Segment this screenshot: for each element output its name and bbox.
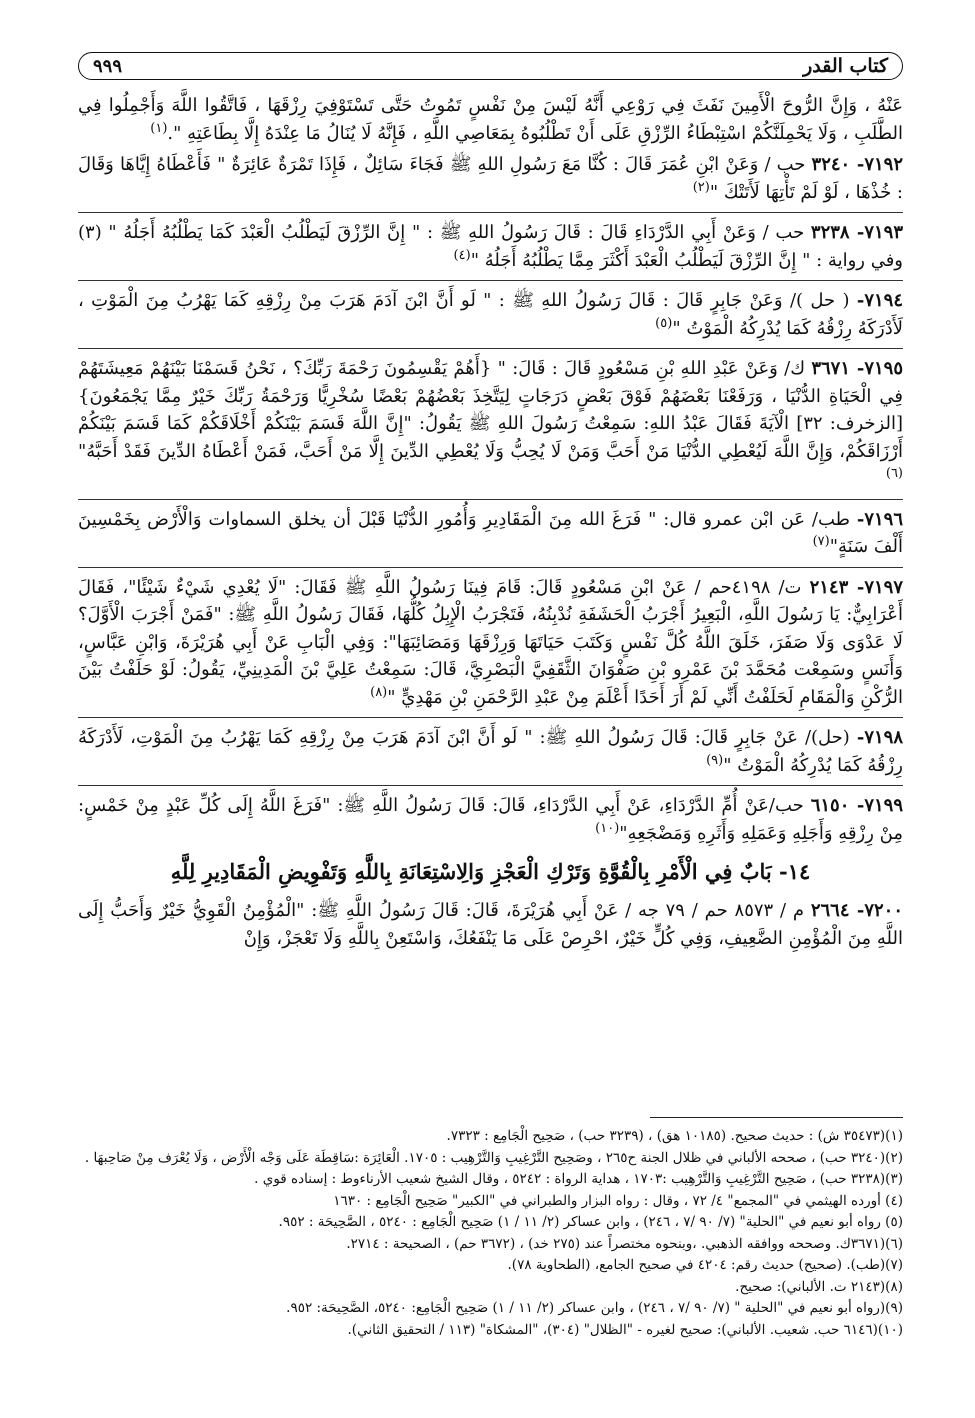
hadith-text: حب/عَنْ أُمِّ الدَّرْدَاءِ، عَنْ أَبِي الدَّرْدَاءِ، قَالَ: قَالَ رَسُولُ اللَّهِ ﷺ: "فَرَغَ اللَّهُ إِلَى كُلِّ عَبْدٍ مِنْ خَمْسٍ: مِنْ رِزْقِهِ وَأَجَلِهِ وَعَمَلِهِ وَأَثَرِهِ وَمَضْجَعِهِ" [78, 795, 903, 844]
page-header [78, 52, 903, 80]
footnote: (٧)(طب). (صحيح) حديث رقم: ٤٢٠٤ في صحيح الجامع، (الطحاوية ٧٨). [507, 1257, 903, 1273]
main-text [78, 92, 903, 956]
footnote: (٩)(رواه أبو نعيم في "الحلية " (٧/ ٩٠ /٧ ، ٢٤٦) ، وابن عساكر (٢/ ١١ / ١) صَحِيح الْجَامِع: ٥٢٤٠، الصَّحِيحَة: ٩٥٢. [286, 1300, 903, 1316]
footnote-ref[interactable]: (٨) [370, 684, 388, 700]
hadith-text: م / ٨٥٧٣ حم / ٧٩ جه / عَنْ أَبِي هُرَيْرَةَ، قَالَ: قَالَ رَسُولُ اللَّهِ ﷺ: "الْمُؤْمِنُ الْقَوِيُّ خَيْرٌ وَأَحَبُّ إِلَى اللَّهِ مِنَ الْمُؤْمِنِ الضَّعِيفِ، وَفِي كُلٍّ خَيْرٌ، احْرِصْ عَلَى مَا يَنْفَعُكَ، وَاسْتَعِنْ بِاللَّهِ وَلَا تَعْجَزْ، وَإِنْ [78, 900, 903, 949]
hadith-paragraph [78, 792, 903, 847]
hadith-number: ٧١٩٧- ٢١٤٣ [809, 576, 903, 598]
hadith-number: ٧١٩٢- ٣٢٤٠ [811, 154, 903, 175]
footnote: (١٠)(٦١٤٦ حب. شعيب. الألباني): صحيح لغيره - "الظلال" (٣٠٤)، "المشكاة" (١١٣ / التحقيق الثاني). [347, 1321, 903, 1338]
hadith-paragraph [78, 219, 903, 274]
footnotes [78, 1126, 903, 1341]
hadith-text: ت/ ٤١٩٨حم / عَنْ ابْنِ مَسْعُودٍ قَالَ: قَامَ فِينَا رَسُولُ اللَّهِ ﷺ فَقَالَ: "لَا يُعْدِي شَيْءٌ شَيْئًا"، فَقَالَ أَعْرَابِيٌّ: يَا رَسُولَ اللَّهِ، الْبَعِيرُ أَجْرَبُ الْحَشَفَةِ نُدْبِنُهُ، فَتَجْرَبُ الْإِبِلُ كُلُّهَا، فَقَالَ رَسُولُ اللَّهِ ﷺ: "فَمَنْ أَجْرَبَ الْأَوَّلَ؟ لَا عَدْوَى وَلَا صَفَرَ، خَلَقَ اللَّهُ كُلَّ نَفْسٍ وَكَتَبَ حَيَاتَهَا وَرِزْقَهَا وَمَصَائِبَهَا": وَفِي الْبَابِ عَنْ أَبِي هُرَيْرَةَ، وَابْنِ عَبَّاسٍ، وَأَنَسٍ وسَمِعْت مُحَمَّدَ بْنَ عَمْرِو بْنِ صَفْوَانَ الثَّقَفِيَّ الْبَصْرِيَّ، قَالَ: سَمِعْتُ عَلِيَّ بْنَ الْمَدِينِيِّ، يَقُولُ: لَوْ حَلَفْتُ بَيْنَ الرُّكْنِ وَالْمَقَامِ لَحَلَفْتُ أَنِّي لَمْ أَرَ أَحَدًا أَعْلَمَ مِنْ عَبْدِ الرَّحْمَنِ بْنِ مَهْدِيٍّ " [78, 576, 903, 708]
divider [78, 212, 903, 213]
footnote-separator [650, 1117, 903, 1118]
divider [78, 499, 903, 500]
hadith-number: ٧١٩٨- [856, 727, 903, 748]
hadith-number: ٧١٩٣- ٣٢٣٨ [810, 222, 903, 243]
hadith-text: (حل)/ عَنْ جَابِرٍ قَالَ: قَالَ رَسُولُ اللهِ ﷺ: " لَو أَنَّ ابْنَ آدَمَ هَرَبَ مِنْ رِزْقِهِ كَمَا يَهْرُبُ مِنَ الْمَوْتِ، لَأَدْرَكَهُ رِزْقُهُ كَمَا يُدْرِكُهُ الْمَوْتُ " [78, 727, 903, 776]
hadith-number: ٧٢٠٠- ٢٦٦٤ [810, 900, 903, 921]
footnote-ref[interactable]: (٥) [655, 315, 673, 331]
hadith-number: ٧١٩٤- [856, 290, 903, 311]
hadith-paragraph [78, 897, 903, 952]
footnote-ref[interactable]: (٦) [885, 466, 903, 481]
hadith-paragraph [78, 355, 903, 493]
footnote-ref[interactable]: (١) [150, 120, 168, 136]
footnote: (٢)(٣٢٤٠ حب) ، صححه الألباني في ظلال الجنة ح٢٦٥ ، وصَحِيح التَّرْغِيبِ وَالتَّرْهِيب : ١٧٠٥. الْعَائِرَة :سَاقِطَة عَلَى وَجْه الْأَرْض ، وَلَا يُعْرَف مِنْ صَاحِبهَا . [84, 1149, 903, 1166]
hadith-paragraph [78, 287, 903, 342]
footnote-ref[interactable]: (٩) [706, 752, 724, 768]
footnote-ref[interactable]: (٢) [692, 179, 710, 195]
footnote: (٣)(٣٢٣٨ حب) ، صَحِيح التَّرْغِيبِ وَالتَّرْهِيب :١٧٠٣ ، هداية الرواة : ٥٢٤٢ ، وقال الشيخ شعيب الأرناءوط : إسناده قوي . [254, 1171, 903, 1187]
footnote-ref[interactable]: (١٠) [595, 820, 620, 836]
hadith-paragraph [78, 724, 903, 779]
page-number: ٩٩٩ [93, 55, 123, 77]
hadith-text: حب / وَعَنْ أَبِي الدَّرْدَاءِ قَالَ : قَالَ رَسُولُ اللهِ ﷺ : " إِنَّ الرِّزْقَ لَيَطْلُبُ الْعَبْدَ كَمَا يَطْلُبُهُ أَجَلُهُ " (٣) وفي رواية : " إِنَّ الرِّزْقَ لَيَطْلُبُ الْعَبْدَ أَكْثَرَ مِمَّا يَطْلُبُهُ أَجَلُهُ " [78, 222, 903, 271]
hadith-text: عَنْهُ ، وَإِنَّ الرُّوحَ الْأَمِينَ نَفَثَ فِي رَوْعِي أَنَّهُ لَيْسَ مِنْ نَفْسٍ تَمُوتُ حَتَّى تَسْتَوْفِيَ رِزْقَهَا ، فَاتَّقُوا اللَّهَ وَأَجْمِلُوا فِي الطَّلَبِ ، وَلَا يَحْمِلَنَّكُمْ اسْتِبْطَاءُ الرِّزْقِ عَلَى أَنْ تَطْلُبُوهُ بِمَعَاصِي اللَّهِ ، فَإِنَّهُ لَا يُنَالُ مَا عِنْدَهُ إِلَّا بِطَاعَتِهِ ". [78, 95, 903, 144]
hadith-paragraph [78, 151, 903, 206]
hadith-text: ك/ وَعَنْ عَبْدِ اللهِ بْنِ مَسْعُودٍ قَالَ : قَالَ: " {أَهُمْ يَقْسِمُونَ رَحْمَةَ رَبِّكَ؟ ، نَحْنُ قَسَمْنَا بَيْنَهُمْ مَعِيشَتَهُمْ فِي الْحَيَاةِ الدُّنْيَا ، وَرَفَعْنَا بَعْضَهُمْ فَوْقَ بَعْضٍ دَرَجَاتٍ لِيَتَّخِذَ بَعْضُهُمْ بَعْضًا سُخْرِيًّا وَرَحْمَةُ رَبِّكَ خَيْرٌ مِمَّا يَجْمَعُونَ} [الزخرف: ٣٢] الْآيَةَ فَقَالَ عَبْدُ اللهِ: سَمِعْتُ رَسُولَ اللهِ ﷺ يَقُولُ: "إِنَّ اللَّهَ قَسَمَ بَيْنَكُمْ أَخْلَاقَكُمْ كَمَا قَسَمَ بَيْنَكُمْ أَرْزَاقَكُمْ، وَإِنَّ اللَّهَ لَيُعْطِي الدُّنْيَا مَنْ أَحَبَّ وَمَنْ لَا يُحِبُّ وَلَا يُعْطِي الدِّينَ إِلَّا مَنْ أَحَبَّ، فَمَنْ أَعْطَاهُ الدِّينَ فَقَدْ أَحَبَّهُ" [78, 358, 903, 462]
hadith-paragraph [78, 506, 903, 561]
footnote-ref[interactable]: (٧) [812, 534, 830, 549]
divider [78, 567, 903, 568]
hadith-text: حب / وَعَنْ ابْنِ عُمَرَ قَالَ : كُنَّا مَعَ رَسُولِ اللهِ ﷺ فَجَاءَ سَائِلٌ ، فَإِذَا تَمْرَةٌ عَائِرَةٌ " فَأَعْطَاهُ إِيَّاهَا وَقَالَ : خُذْهَا ، لَوْ لَمْ تَأْتِهَا لَأَتَتْكَ " [78, 154, 903, 203]
hadith-text: طب/ عَن ابْن عمرو قال: " فَرَغَ الله مِنَ الْمَقَادِيرِ وَأُمُورِ الدُّنْيَا قَبْلَ أن يخلق السماوات وَالْأَرْض بِخَمْسِينَ أَلْفَ سَنَةٍ" [78, 508, 903, 557]
hadith-paragraph [78, 92, 903, 147]
book-title: كتاب القدر [803, 55, 888, 77]
divider [78, 280, 903, 281]
hadith-number: ٧١٩٥- ٣٦٧١ [811, 358, 903, 379]
hadith-number: ٧١٩٩- ٦١٥٠ [810, 795, 903, 816]
footnote: (٨)(٢١٤٣ ت. الألباني): صحيح. [735, 1278, 903, 1295]
divider [78, 785, 903, 786]
footnote: (٤) أورده الهيثمي في "المجمع" ٤/ ٧٢ ، وقال : رواه البزار والطبراني في "الكبير" صَحِيح الْجَامِع : ١٦٣٠ [333, 1192, 903, 1209]
divider [78, 717, 903, 718]
footnote: (١)(٣٥٤٧٣ ش) : حديث صحيح. (١٠١٨٥ هق) ، (٣٢٣٩ حب) ، صَحِيح الْجَامِع : ٧٣٢٣. [446, 1128, 903, 1144]
hadith-paragraph [78, 574, 903, 712]
footnote-ref[interactable]: (٤) [453, 247, 471, 263]
footnote: (٥) رواه أبو نعيم في "الحلية" (٧/ ٩٠ /٧ ، ٢٤٦) ، وابن عساكر (٢/ ١١ / ١) صَحِيح الْجَامِع : ٥٢٤٠ ، الصَّحِيحَة : ٩٥٢. [278, 1214, 903, 1230]
hadith-text: ( حل )/ وَعَنْ جَابِرٍ قَالَ : قَالَ رَسُولُ اللهِ ﷺ : " لَو أَنَّ ابْنَ آدَمَ هَرَبَ مِنْ رِزْقِهِ كَمَا يَهْرُبُ مِنَ الْمَوْتِ ، لَأَدْرَكَهُ رِزْقُهُ كَمَا يُدْرِكُهُ الْمَوْتُ " [78, 290, 903, 339]
chapter-heading: ١٤- بَابٌ فِي الْأَمْرِ بِالْقُوَّةِ وَتَرْكِ الْعَجْزِ وَالِاسْتِعَانَةِ بِاللَّهِ وَتَفْوِيضِ الْمَقَادِيرِ لِلَّهِ [170, 859, 811, 884]
footnote: (٦)(٣٦٧١ك. وصححه ووافقه الذهبي. ،وبنحوه مختصراً عند (٢٧٥ خد) ، (٣٦٧٢ حم) ، الصحيحة : ٢٧١٤. [346, 1235, 903, 1252]
hadith-number: ٧١٩٦- [856, 508, 903, 530]
divider [78, 348, 903, 349]
